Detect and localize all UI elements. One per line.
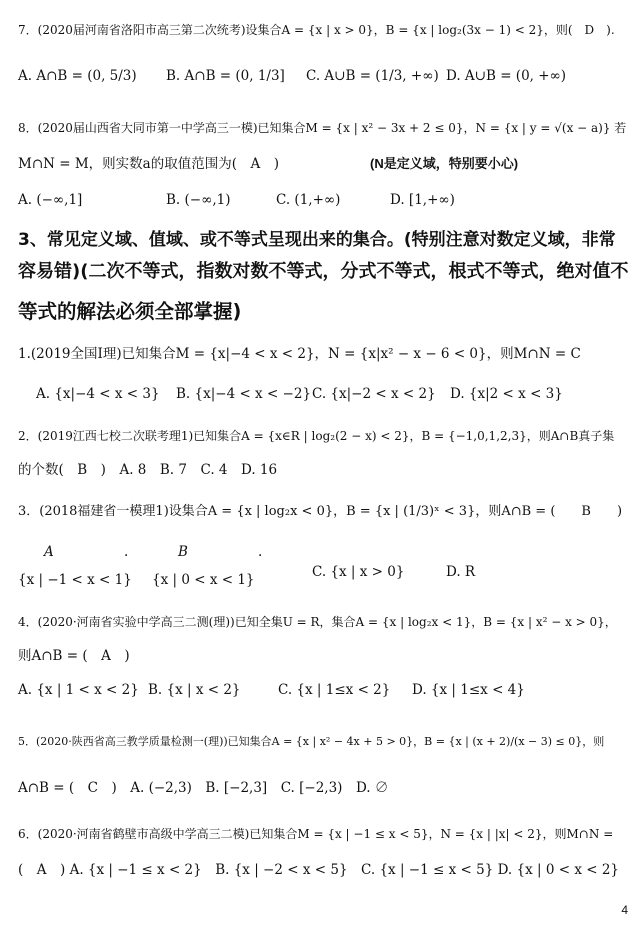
p4-option-b: B. {x | x < 2} bbox=[148, 682, 241, 698]
p1-option-a: A. {x|−4 < x < 3} bbox=[36, 386, 160, 402]
p4-stem-line2: 则A∩B = ( A ) bbox=[18, 648, 130, 664]
p4-stem-line1: 4．(2020·河南省实验中学高三二测(理))已知全集U = R，集合A = {x | log₂x < 1}，B = {x | x² − x > 0}， bbox=[18, 615, 617, 629]
p2-stem-line1: 2．(2019江西七校二次联考理1)已知集合A = {x∈R | log₂(2 − x) < 2}，B = {−1,0,1,2,3}，则A∩B真子集 bbox=[18, 429, 615, 443]
section-heading-line1: 3、常见定义域、值域、或不等式呈现出来的集合。(特别注意对数定义域，非常 bbox=[18, 230, 616, 250]
q8-stem-line2: M∩N = M，则实数a的取值范围为( A ) bbox=[18, 156, 279, 172]
q8-option-b: B. (−∞,1) bbox=[166, 192, 231, 208]
q7-option-a: A. A∩B = (0, 5/3) bbox=[18, 68, 137, 84]
p3-stem: 3．(2018福建省一模理1)设集合A = {x | log₂x < 0}，B = {x | (1/3)ˣ < 3}，则A∩B = ( B ) bbox=[18, 504, 623, 519]
p6-stem-line2: ( A ) A. {x | −1 ≤ x < 2} B. {x | −2 < x < 5} C. {x | −1 ≤ x < 5} D. {x | 0 < x < 2} bbox=[18, 862, 620, 878]
q8-option-c: C. (1,+∞) bbox=[276, 192, 341, 208]
p1-option-b: B. {x|−4 < x < −2} bbox=[176, 386, 312, 402]
section-heading-line2: 容易错)(二次不等式，指数对数不等式，分式不等式，根式不等式，绝对值不 bbox=[18, 261, 629, 282]
page-number: 4 bbox=[621, 903, 628, 917]
p1-stem: 1.(2019全国Ⅰ理)已知集合M = {x|−4 < x < 2}，N = {x|x² − x − 6 < 0}，则M∩N = C bbox=[18, 346, 581, 362]
p4-option-d: D. {x | 1≤x < 4} bbox=[412, 682, 525, 698]
p6-stem: 6．(2020·河南省鹤壁市高级中学高三二模)已知集合M = {x | −1 ≤ x < 5}，N = {x | |x| < 2}，则M∩N = bbox=[18, 827, 614, 841]
p4-option-c: C. {x | 1≤x < 2} bbox=[278, 682, 391, 698]
section-heading-line3: 等式的解法必须全部掌握) bbox=[18, 300, 242, 323]
q8-note: (N是定义域，特别要小心) bbox=[370, 156, 519, 171]
p2-stem-line2: 的个数( B ) A. 8 B. 7 C. 4 D. 16 bbox=[18, 462, 278, 478]
q7-stem: 7．(2020届河南省洛阳市高三第二次统考)设集合A = {x | x > 0}，B = {x | log₂(3x − 1) < 2}，则( D ). bbox=[18, 23, 615, 37]
p1-option-d: D. {x|2 < x < 3} bbox=[450, 386, 563, 402]
q7-option-c: C. A∪B = (1/3, +∞) bbox=[306, 68, 439, 84]
p4-option-a: A. {x | 1 < x < 2} bbox=[18, 682, 139, 698]
p3-option-c: C. {x | x > 0} bbox=[312, 564, 405, 580]
q7-option-b: B. A∩B = (0, 1/3] bbox=[166, 68, 285, 84]
p3-label-b: B bbox=[178, 544, 188, 560]
p3-dot: . bbox=[124, 544, 129, 560]
q7-option-d: D. A∪B = (0, +∞) bbox=[446, 68, 567, 84]
p3-label-a: A bbox=[44, 544, 54, 560]
q8-option-d: D. [1,+∞) bbox=[390, 192, 455, 208]
p3-option-b: {x | 0 < x < 1} bbox=[152, 572, 255, 588]
p3-dot-2: . bbox=[258, 544, 263, 560]
p5-stem: 5．(2020·陕西省高三教学质量检测一(理))已知集合A = {x | x² − 4x + 5 > 0}，B = {x | (x + 2)/(x − 3) ≤ 0}，则 bbox=[18, 735, 605, 748]
p5-stem-line2: A∩B = ( C ) A. (−2,3) B. [−2,3] C. [−2,3) D. ∅ bbox=[18, 780, 389, 796]
p3-option-d: D. R bbox=[446, 564, 476, 580]
q8-option-a: A. (−∞,1] bbox=[18, 192, 83, 208]
q8-stem-line1: 8．(2020届山西省大同市第一中学高三一模)已知集合M = {x | x² − 3x + 2 ≤ 0}，N = {x | y = √(x − a)} 若 bbox=[18, 121, 627, 135]
p3-option-a: {x | −1 < x < 1} bbox=[18, 572, 132, 588]
p1-option-c: C. {x|−2 < x < 2} bbox=[312, 386, 436, 402]
